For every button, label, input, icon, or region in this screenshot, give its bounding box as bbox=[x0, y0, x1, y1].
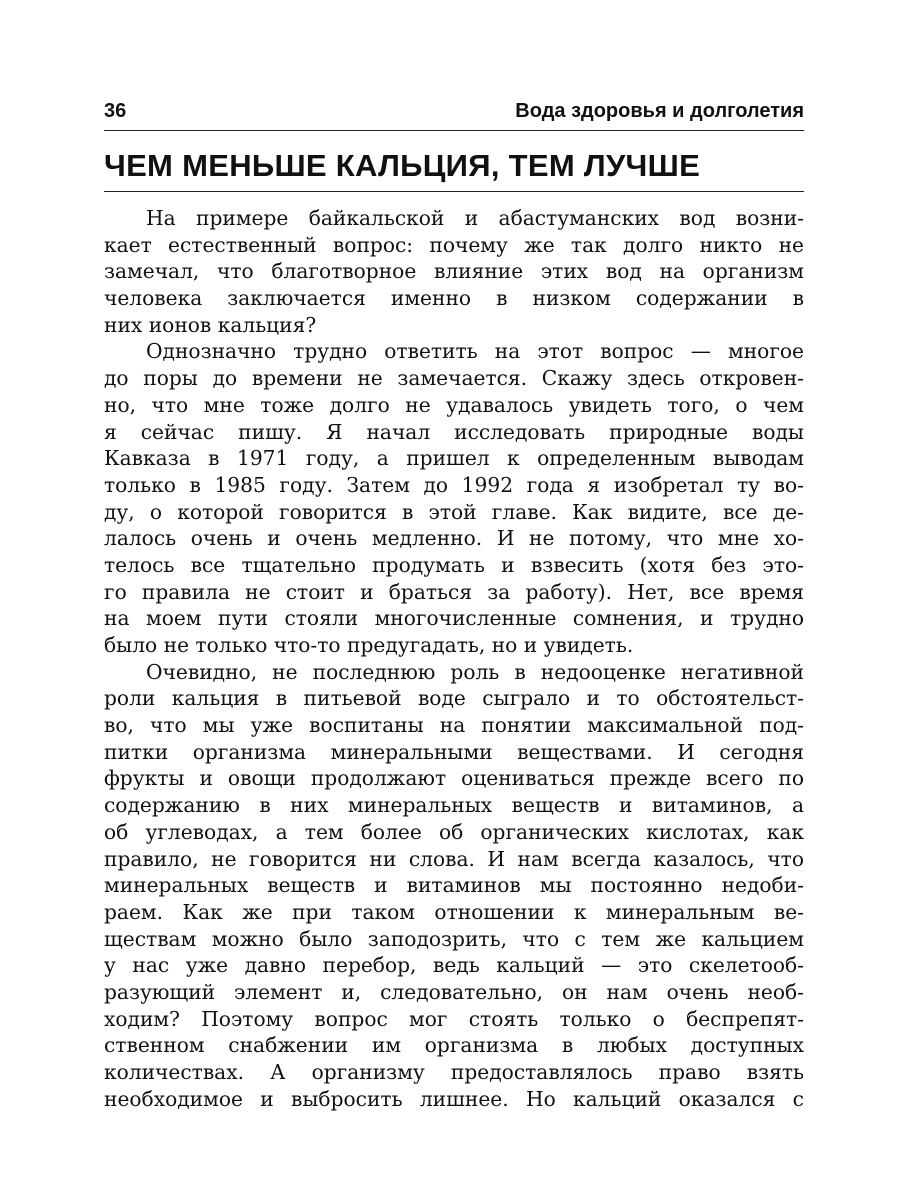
text-line: фрукты и овощи продолжают оцениваться прежде всего по bbox=[104, 766, 804, 791]
text-line: замечал, что благотворное влияние этих вод на организм bbox=[104, 259, 804, 284]
text-line: ду, о которой говорится в этой главе. Как видите, все де- bbox=[104, 499, 804, 524]
text-line: Очевидно, не последнюю роль в недооценке негативной bbox=[146, 659, 804, 684]
body-text bbox=[104, 205, 804, 1112]
text-line: у нас уже давно перебор, ведь кальций — это скелетооб- bbox=[104, 953, 804, 978]
text-line: до поры до времени не замечается. Скажу здесь откровен- bbox=[104, 366, 804, 391]
text-line: но, что мне тоже долго не удавалось увидеть того, о чем bbox=[104, 392, 804, 417]
text-line: них ионов кальция? bbox=[104, 312, 317, 337]
text-line: лалось очень и очень медленно. И не потому, что мне хо- bbox=[104, 526, 804, 551]
page-number: 36 bbox=[104, 100, 127, 122]
text-line: об углеводах, а тем более об органических кислотах, как bbox=[104, 819, 804, 844]
text-line: ственном снабжении им организма в любых доступных bbox=[104, 1033, 804, 1058]
text-line: я сейчас пишу. Я начал исследовать природные воды bbox=[104, 419, 804, 444]
chapter-title: ЧЕМ МЕНЬШЕ КАЛЬЦИЯ, ТЕМ ЛУЧШЕ bbox=[104, 148, 701, 183]
text-line: разующий элемент и, следовательно, он нам очень необ- bbox=[104, 979, 804, 1004]
header-divider bbox=[104, 130, 804, 131]
text-line: правило, не говорится ни слова. И нам всегда казалось, что bbox=[104, 846, 804, 871]
text-line: на моем пути стояли многочисленные сомнения, и трудно bbox=[104, 606, 804, 631]
text-line: роли кальция в питьевой воде сыграло и то обстоятельст- bbox=[104, 686, 804, 711]
text-line: только в 1985 году. Затем до 1992 года я изобретал ту во- bbox=[104, 472, 804, 497]
text-line: необходимое и выбросить лишнее. Но кальций оказался с bbox=[104, 1086, 804, 1111]
text-line: раем. Как же при таком отношении к минеральным ве- bbox=[104, 899, 804, 924]
text-line: телось все тщательно продумать и взвесить (хотя без это- bbox=[104, 552, 804, 577]
text-line: кает естественный вопрос: почему же так долго никто не bbox=[104, 232, 804, 257]
text-line: питки организма минеральными веществами. И сегодня bbox=[104, 739, 804, 764]
text-line: человека заключается именно в низком содержании в bbox=[104, 286, 804, 311]
text-line: во, что мы уже воспитаны на понятии максимальной под- bbox=[104, 713, 804, 738]
book-title: Вода здоровья и долголетия bbox=[515, 100, 804, 122]
text-line: содержанию в них минеральных веществ и витаминов, а bbox=[104, 793, 804, 818]
running-header bbox=[104, 98, 804, 124]
text-line: Кавказа в 1971 году, а пришел к определенным выводам bbox=[104, 446, 804, 471]
text-line: ходим? Поэтому вопрос мог стоять только о беспрепят- bbox=[104, 1006, 804, 1031]
text-line: Однозначно трудно ответить на этот вопрос — многое bbox=[146, 339, 804, 364]
text-line: минеральных веществ и витаминов мы постоянно недоби- bbox=[104, 873, 804, 898]
text-line: количествах. А организму предоставлялось право взять bbox=[104, 1060, 804, 1084]
text-line: На примере байкальской и абастуманских вод возни- bbox=[146, 206, 804, 230]
text-line: го правила не стоит и браться за работу). Нет, все время bbox=[104, 579, 804, 604]
text-line: ществам можно было заподозрить, что с тем же кальцием bbox=[104, 926, 804, 951]
title-divider bbox=[104, 191, 804, 192]
text-line: было не только что-то предугадать, но и увидеть. bbox=[104, 633, 634, 657]
